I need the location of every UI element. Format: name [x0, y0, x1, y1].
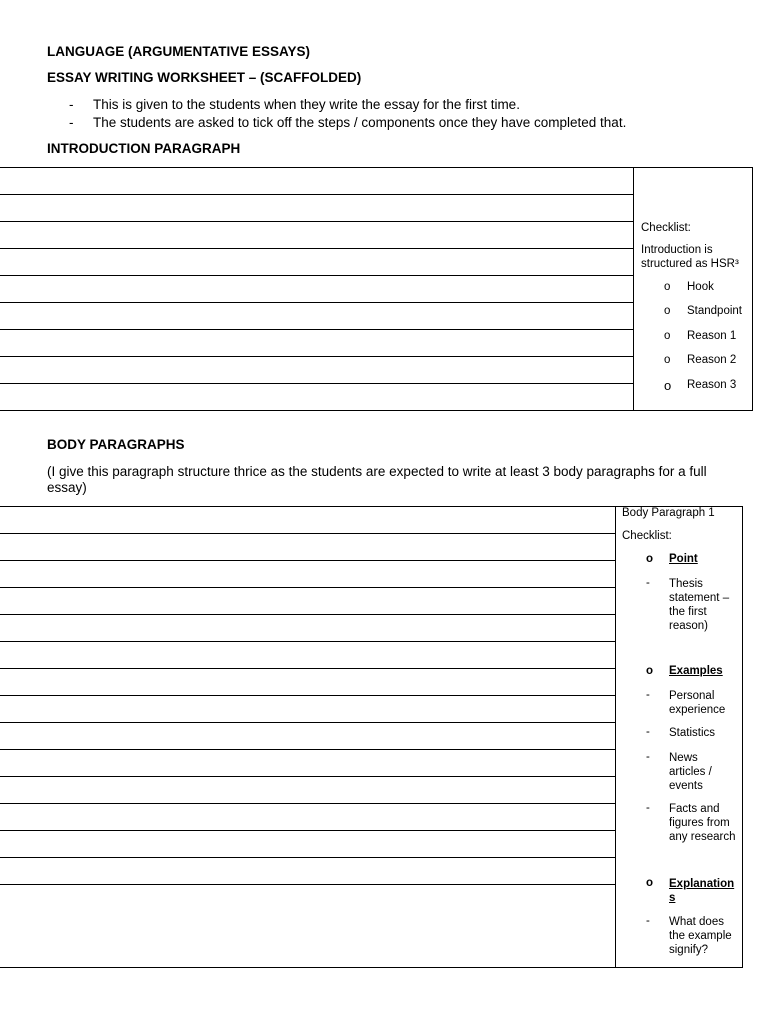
- checkbox-marker[interactable]: o: [664, 305, 671, 317]
- bullet-marker: -: [69, 115, 74, 130]
- structure-note: Introduction is structured as HSR³: [641, 244, 739, 270]
- instruction-item: The students are asked to tick off the steps / components once they have completed that.: [93, 115, 627, 130]
- intro-heading: INTRODUCTION PARAGRAPH: [47, 141, 241, 156]
- writing-line[interactable]: [0, 275, 633, 276]
- writing-line[interactable]: [0, 383, 633, 384]
- sub-item-thesis: Thesis statement – the first reason): [669, 578, 730, 632]
- writing-line[interactable]: [0, 803, 615, 804]
- writing-line[interactable]: [0, 248, 633, 249]
- writing-line[interactable]: [0, 329, 633, 330]
- writing-line[interactable]: [0, 302, 633, 303]
- panel-title: Body Paragraph 1: [622, 507, 715, 519]
- worksheet-title: LANGUAGE (ARGUMENTATIVE ESSAYS): [47, 44, 311, 59]
- sub-item-marker: -: [646, 915, 650, 927]
- table-border-right: [752, 167, 753, 410]
- checkbox-marker[interactable]: o: [646, 665, 654, 677]
- sub-item-marker: -: [646, 577, 650, 589]
- checkbox-marker[interactable]: o: [664, 378, 672, 393]
- writing-line[interactable]: [0, 857, 615, 858]
- checkbox-marker[interactable]: o: [664, 354, 671, 366]
- writing-line[interactable]: [0, 722, 615, 723]
- writing-line[interactable]: [0, 641, 615, 642]
- writing-line[interactable]: [0, 749, 615, 750]
- column-divider: [615, 506, 616, 967]
- checklist-item-hook: Hook: [687, 281, 714, 293]
- writing-line[interactable]: [0, 356, 633, 357]
- writing-line[interactable]: [0, 221, 633, 222]
- sub-item-news: News articles / events: [669, 752, 712, 792]
- sub-item-personal-experience: Personal experience: [669, 690, 726, 716]
- sub-item-marker: -: [646, 802, 650, 814]
- checkbox-marker[interactable]: o: [646, 553, 654, 565]
- writing-line[interactable]: [0, 533, 615, 534]
- table-border-top: [0, 167, 753, 168]
- checklist-item-point: Point: [669, 553, 698, 565]
- instruction-item: This is given to the students when they write the essay for the first time.: [93, 97, 520, 112]
- table-border-right: [742, 506, 743, 967]
- checklist-item-standpoint: Standpoint: [687, 305, 742, 317]
- checklist-item-reason-3: Reason 3: [687, 379, 737, 391]
- sub-item-marker: -: [646, 726, 650, 738]
- checklist-label: Checklist:: [622, 530, 672, 542]
- checklist-item-examples: Examples: [669, 665, 723, 677]
- column-divider: [633, 167, 634, 410]
- sub-item-marker: -: [646, 751, 650, 763]
- writing-line[interactable]: [0, 884, 615, 885]
- body-note: (I give this paragraph structure thrice as the students are expected to write at least 3 body paragraphs for a full essay): [47, 464, 707, 495]
- writing-line[interactable]: [0, 776, 615, 777]
- checklist-label: Checklist:: [641, 222, 691, 234]
- checklist-item-reason-1: Reason 1: [687, 330, 737, 342]
- writing-line[interactable]: [0, 668, 615, 669]
- checkbox-marker[interactable]: o: [664, 330, 671, 342]
- writing-line[interactable]: [0, 830, 615, 831]
- writing-line[interactable]: [0, 587, 615, 588]
- bullet-marker: -: [69, 97, 74, 112]
- sub-item-marker: -: [646, 689, 650, 701]
- worksheet-subtitle: ESSAY WRITING WORKSHEET – (SCAFFOLDED): [47, 70, 362, 85]
- checklist-item-reason-2: Reason 2: [687, 354, 737, 366]
- table-border-bottom: [0, 967, 743, 968]
- writing-line[interactable]: [0, 695, 615, 696]
- sub-item-facts: Facts and figures from any research: [669, 803, 736, 843]
- body-heading: BODY PARAGRAPHS: [47, 437, 185, 452]
- writing-line[interactable]: [0, 560, 615, 561]
- table-border-bottom: [0, 410, 753, 411]
- checkbox-marker[interactable]: o: [664, 281, 671, 293]
- checkbox-marker[interactable]: o: [646, 877, 654, 889]
- writing-line[interactable]: [0, 614, 615, 615]
- sub-item-statistics: Statistics: [669, 727, 716, 739]
- sub-item-signify: What does the example signify?: [669, 916, 732, 956]
- checklist-item-explanations: Explanations: [669, 878, 735, 904]
- writing-line[interactable]: [0, 194, 633, 195]
